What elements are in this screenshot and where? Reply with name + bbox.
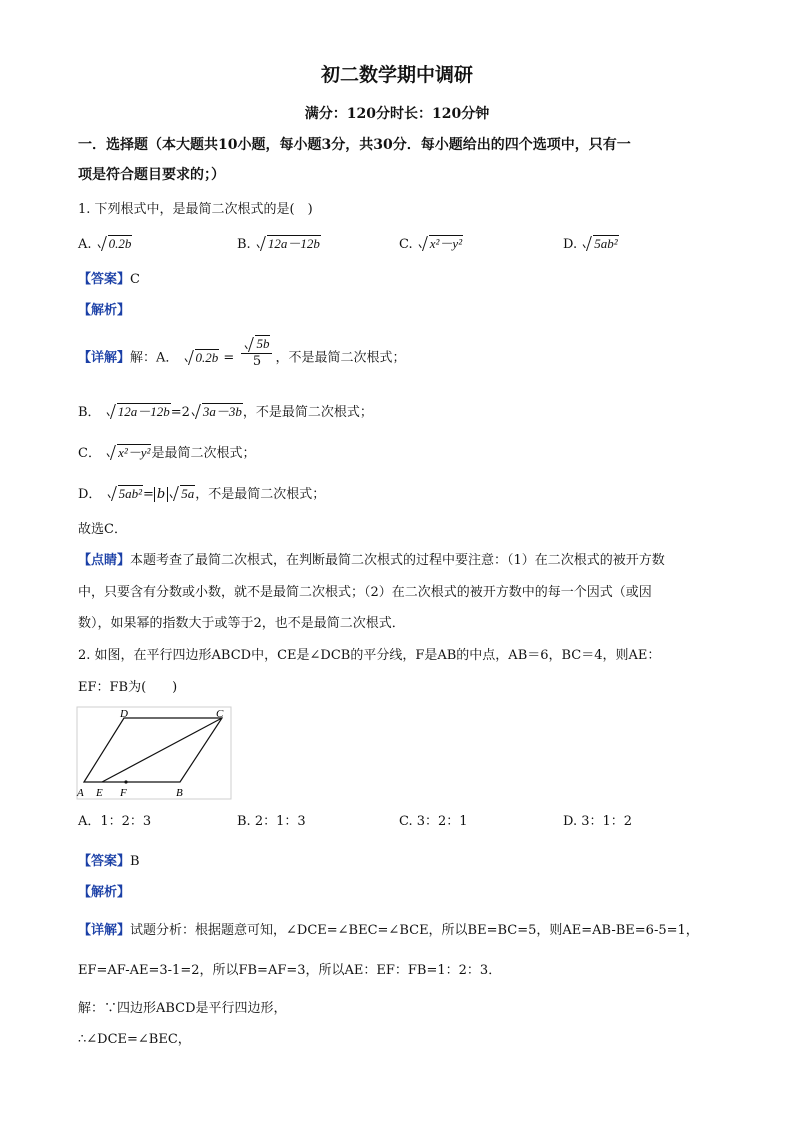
sqrt-symbol [170, 485, 195, 504]
option-text: 3：2：1 [416, 814, 468, 829]
q1-option-c [399, 235, 463, 254]
detail-tag: 【详解】 [78, 923, 131, 938]
radicand: x²－y² [429, 236, 463, 251]
label-d: D [120, 708, 128, 720]
page-subtitle: 满分：120分时长：120分钟 [304, 106, 490, 122]
label-b: B [176, 787, 183, 799]
q2-detail-line1 [78, 922, 699, 940]
radicand: 5b [256, 336, 270, 351]
parallelogram-abcd [84, 718, 222, 782]
point-f [124, 780, 127, 783]
q2-option-c [399, 813, 468, 831]
q1-option-b [237, 235, 321, 254]
sqrt-symbol [419, 235, 463, 254]
option-text: 1：2：3 [100, 814, 152, 829]
detail-prefix: B． [78, 405, 101, 420]
q1-answer [78, 271, 140, 289]
q1-option-d [563, 235, 619, 254]
detail-tag: 【详解】 [78, 350, 131, 366]
sqrt-symbol [108, 485, 143, 504]
parallelogram-figure [76, 706, 232, 800]
answer-tag: 【答案】 [78, 854, 131, 869]
q1-conclusion: 故选C． [78, 522, 127, 537]
segment-ce [102, 718, 222, 782]
absolute-value: b [154, 487, 168, 502]
radicand: 12a－12b [267, 236, 320, 251]
answer-value: C [130, 272, 140, 287]
radicand: 5ab² [594, 236, 618, 251]
q2-analysis-tag: 【解析】 [78, 885, 131, 900]
option-label: C. [399, 237, 413, 252]
fraction [241, 336, 272, 370]
q1-comment-line3: 数），如果幂的指数大于或等于2，也不是最简二次根式． [78, 616, 405, 631]
detail-suffix: 是最简二次根式； [151, 446, 256, 461]
q2-stem-line1: 2. 如图，在平行四边形ABCD中，CE是∠DCB的平分线，F是AB的中点，AB＝6，BC＝4，则AE： [78, 648, 661, 663]
q1-analysis-tag: 【解析】 [78, 303, 131, 318]
sqrt-symbol [185, 349, 220, 368]
detail-text: 试题分析：根据题意可知，∠DCE=∠BEC=∠BCE，所以BE=BC=5，则AE=AB-BE=6-5=1， [130, 923, 699, 938]
sqrt-symbol [107, 444, 151, 463]
q1-detail-d: D． 5ab²= b 5a，不是最简二次根式； [78, 486, 326, 502]
radicand: 5ab² [118, 486, 142, 501]
sqrt-symbol [257, 235, 321, 254]
comment-text: 本题考查了最简二次根式，在判断最简二次根式的过程中要注意：（1）在二次根式的被开方数 [130, 553, 665, 568]
fraction-denominator: 5 [252, 354, 262, 369]
q2-stem-line2: EF：FB为( ) [78, 680, 178, 695]
label-a: A [77, 787, 84, 799]
coefficient: =2 [170, 405, 190, 420]
q1-comment-line1 [78, 552, 665, 570]
q1-detail-c [78, 444, 255, 463]
q1-stem: 1. 下列根式中，是最简二次根式的是( ) [78, 202, 313, 217]
radicand: 0.2b [108, 236, 132, 251]
radicand: 0.2b [195, 349, 219, 365]
sqrt-symbol [583, 235, 618, 254]
q2-option-d [563, 813, 632, 831]
option-label: A. [78, 237, 92, 252]
option-text: 3：1：2 [581, 814, 633, 829]
detail-prefix: C． [78, 446, 101, 461]
figure-frame [77, 707, 231, 799]
page-title: 初二数学期中调研 [320, 64, 473, 86]
sqrt-symbol [98, 235, 133, 254]
q2-solution-line1: 解：∵四边形ABCD是平行四边形， [78, 1001, 287, 1016]
q2-option-a [78, 813, 151, 831]
q2-option-b [237, 813, 306, 831]
q2-solution-line2: ∴∠DCE=∠BEC， [78, 1032, 191, 1047]
q1-detail-a: 【详解】解：A． 0.2b = $\frac{5b}{5}$ ，不是最简二次根式； [78, 336, 406, 369]
detail-suffix: ，不是最简二次根式； [242, 405, 373, 420]
label-f: F [120, 787, 127, 799]
label-e: E [96, 787, 103, 799]
option-label: A． [78, 814, 101, 829]
radicand: 5a [181, 486, 195, 501]
option-label: D. [563, 237, 578, 252]
radicand: 3a－3b [202, 404, 242, 419]
option-label: B. [237, 814, 251, 829]
radicand: 12a－12b [117, 404, 170, 419]
label-c: C [216, 708, 224, 720]
section-heading-line2: 项是符合题目要求的；） [78, 167, 225, 183]
section-heading-line1: 一．选择题（本大题共10小题，每小题3分，共30分．每小题给出的四个选项中，只有一 [78, 137, 631, 153]
detail-suffix: ，不是最简二次根式； [195, 487, 326, 502]
fraction-numerator [241, 336, 272, 354]
detail-suffix: ，不是最简二次根式； [275, 350, 406, 366]
answer-tag: 【答案】 [78, 272, 131, 287]
q1-option-a [78, 235, 132, 254]
sqrt-symbol [107, 403, 171, 422]
detail-prefix: D． [78, 487, 102, 502]
q2-detail-line2: EF=AF-AE=3-1=2，所以FB=AF=3，所以AE：EF：FB=1：2：3． [78, 963, 502, 978]
sqrt-symbol [245, 336, 270, 353]
option-label: C. [399, 814, 413, 829]
q1-detail-b [78, 403, 373, 422]
detail-prefix: 解：A． [130, 350, 179, 366]
option-label: B. [237, 237, 251, 252]
q1-comment-line2: 中，只要含有分数或小数，就不是最简二次根式；（2）在二次根式的被开方数中的每一个因式（或因 [78, 585, 652, 600]
option-label: D. [563, 814, 578, 829]
q2-answer [78, 853, 140, 871]
radicand: x²－y² [118, 445, 151, 460]
answer-value: B [130, 854, 140, 869]
option-text: 2：1：3 [254, 814, 306, 829]
sqrt-symbol [192, 403, 243, 422]
comment-tag: 【点睛】 [78, 553, 131, 568]
